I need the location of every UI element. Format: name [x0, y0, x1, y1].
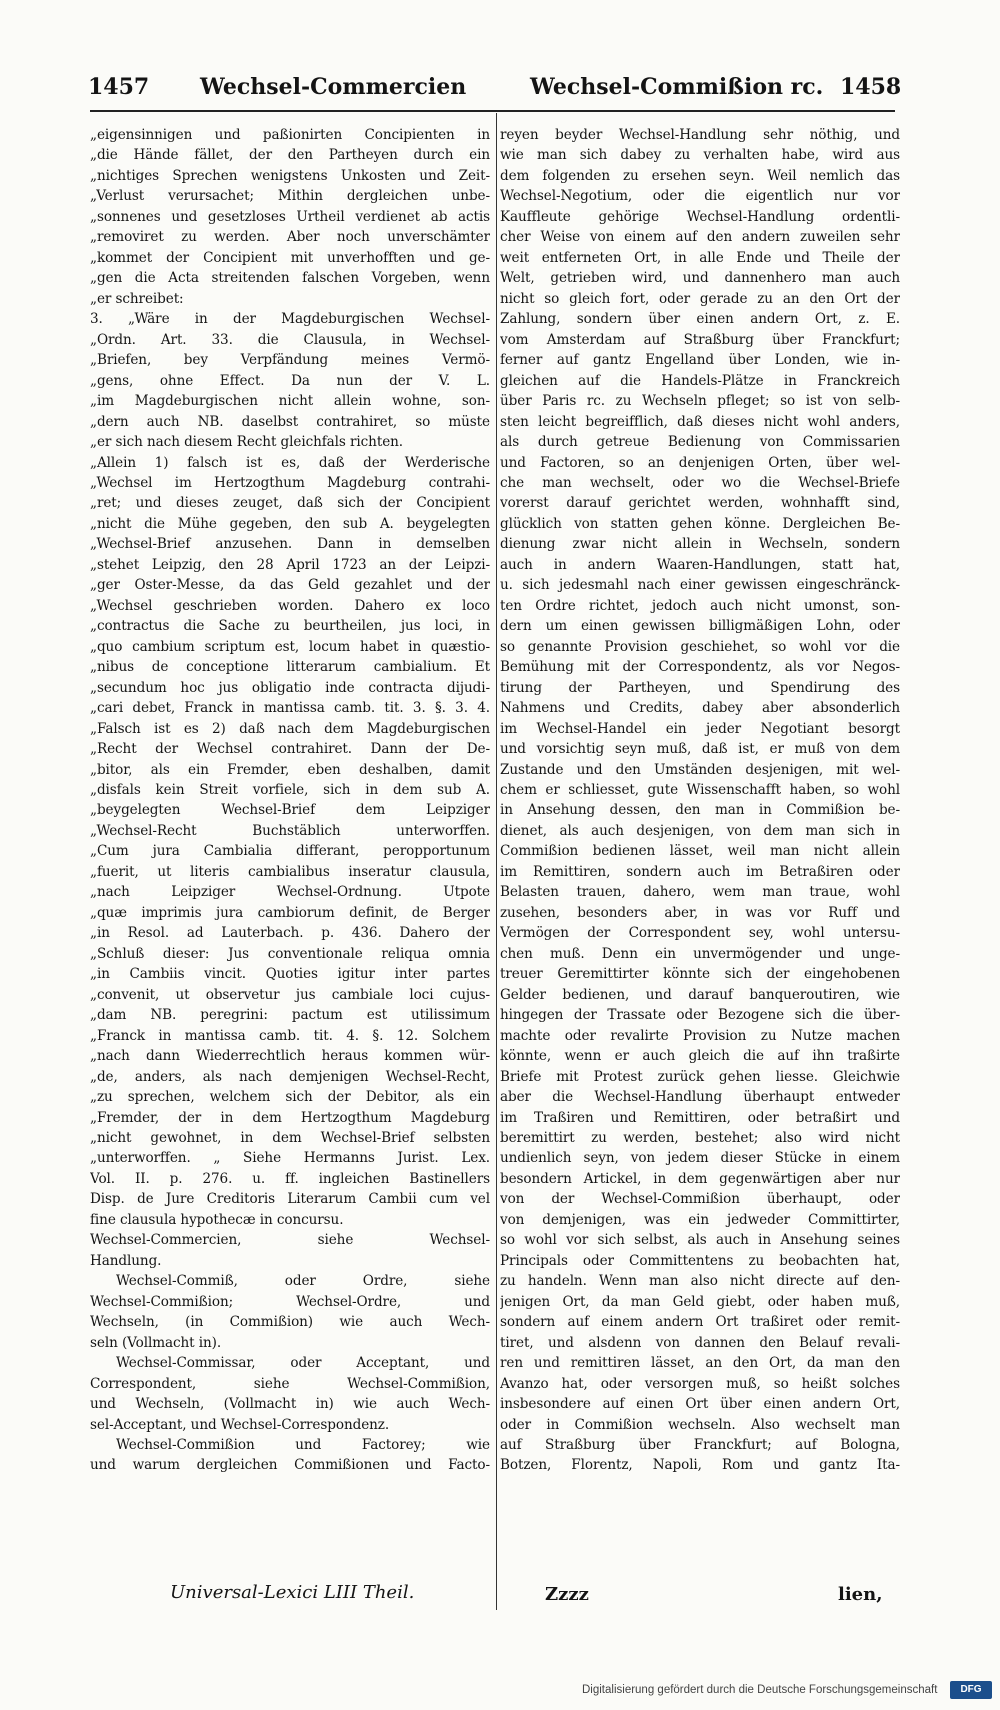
text-line: „in Cambiis vincit. Quoties igitur inter partes — [90, 966, 490, 983]
text-line: Zustande und den Umständen desjenigen, mit wel- — [500, 761, 900, 778]
signature-left: Universal-Lexici LIII Theil. — [170, 1582, 415, 1603]
text-line: „zu sprechen, welchem sich der Debitor, als ein — [90, 1089, 490, 1106]
text-line: glücklich von statten gehen könne. Dergleichen Be- — [500, 515, 900, 532]
text-line: Belasten trauen, dahero, wem man traue, wohl — [500, 884, 900, 901]
text-line: 3. „Wäre in der Magdeburgischen Wechsel- — [90, 311, 490, 328]
text-line: „ret; und dieses zeuget, daß sich der Concipient — [90, 495, 490, 512]
text-line: dern um einen gewissen billigmäßigen Lohn, oder — [500, 618, 900, 635]
text-line: „in Resol. ad Lauterbach. p. 436. Dahero der — [90, 925, 490, 942]
text-line: und Factoren, so an denjenigen Orten, über wel- — [500, 454, 900, 471]
text-line: dienet, als auch desjenigen, von dem man sich in — [500, 822, 900, 839]
text-line: im Traßiren und Remittiren, oder betraßirt und — [500, 1109, 900, 1126]
text-line: „nicht die Mühe gegeben, den sub A. beygelegten — [90, 515, 490, 532]
text-line: und Wechseln, (Vollmacht in) wie auch Wech- — [90, 1396, 490, 1413]
text-line: sel-Acceptant, und Wechsel-Correspondenz. — [90, 1416, 390, 1433]
text-line: nicht so gleich fort, oder gerade zu an den Ort der — [500, 290, 900, 307]
text-line: „disfals kein Streit vorfiele, sich in dem sub A. — [90, 782, 490, 798]
text-line: „contractus die Sache zu beurtheilen, jus loci, in — [90, 618, 490, 635]
text-line: Gelder bedienen, und darauf banqueroutiren, wie — [500, 986, 900, 1003]
text-line: „nibus de conceptione litterarum cambialium. Et — [90, 659, 490, 676]
text-line: aber die Wechsel-Handlung überhaupt entweder — [500, 1089, 900, 1106]
text-line: Wechsel-Commissar, oder Acceptant, und — [116, 1355, 490, 1372]
text-line: „gen die Acta streitenden falschen Vorgeben, wenn — [90, 270, 490, 287]
text-line: treuer Geremittirter könnte sich der eingehobenen — [500, 966, 900, 983]
text-line: Wechsel-Commercien, siehe Wechsel- — [90, 1232, 490, 1249]
text-line: ten Ordre richtet, jedoch auch nicht umonst, son- — [500, 597, 900, 614]
text-line: cher Weise von einem auf den andern zuweilen sehr — [500, 229, 900, 246]
text-line: „stehet Leipzig, den 28 April 1723 an der Leipzi- — [90, 556, 490, 573]
text-line: „nichtiges Sprechen wenigstens Unkosten und Zeit- — [90, 167, 490, 184]
text-line: Nahmens und Credits, dabey aber absonderlich — [500, 700, 900, 717]
text-line: Wechsel-Negotium, oder die eigentlich nur vor — [500, 188, 900, 205]
text-line: reyen beyder Wechsel-Handlung sehr nöthig, und — [500, 127, 900, 143]
text-line: auch in andern Waaren-Handlungen, statt hat, — [500, 556, 900, 573]
text-line: „Franck in mantissa camb. tit. 4. §. 12. Solchem — [90, 1027, 490, 1044]
text-line: dienung zwar nicht allein in Wechseln, sondern — [500, 536, 900, 553]
text-line: Bemühung mit der Correspondentz, als vor Negos- — [500, 659, 900, 676]
text-line: „dam NB. peregrini: pactum est utilissimum — [90, 1007, 490, 1024]
text-line: Correspondent, siehe Wechsel-Commißion, — [90, 1375, 490, 1392]
text-line: zu handeln. Wenn man also nicht directe auf den- — [500, 1273, 900, 1290]
text-line: Briefe mit Protest zurück gehen liesse. Gleichwie — [500, 1068, 900, 1085]
text-line: che man wechselt, oder wo die Wechsel-Briefe — [500, 474, 900, 491]
text-line: „kommet der Concipient mit unverhofften und ge- — [90, 249, 490, 266]
text-line: „secundum hoc jus obligatio inde contracta dijudi- — [90, 679, 490, 696]
text-line: besondern Artickel, in dem gegenwärtigen aber nur — [500, 1170, 900, 1187]
text-line: Kauffleute gehörige Wechsel-Handlung ordentli- — [500, 208, 900, 225]
text-line: sten leicht begreifflich, daß dieses nicht wohl anders, — [500, 413, 900, 430]
text-line: „nach dann Wiederrechtlich heraus kommen wür- — [90, 1048, 490, 1065]
left-page-number: 1457 — [88, 74, 150, 100]
text-line: im Remittiren, sondern auch im Betraßiren oder — [500, 863, 900, 880]
text-line: „Briefen, bey Verpfändung meines Vermö- — [90, 352, 490, 369]
text-line: ren und remittiren lässet, an den Ort, da man den — [500, 1355, 900, 1372]
column-divider — [496, 113, 497, 1610]
text-line: „Fremder, der in dem Hertzogthum Magdeburg — [90, 1109, 490, 1126]
text-line: Vermögen der Correspondent sey, wohl untersu- — [500, 925, 900, 942]
text-line: seln (Vollmacht in). — [90, 1334, 222, 1351]
text-line: zusehen, besonders aber, in was vor Ruff und — [500, 904, 900, 921]
text-line: insbesondere auf einen Ort über einen andern Ort, — [500, 1396, 900, 1413]
text-line: und warum dergleichen Commißionen und Facto- — [90, 1457, 490, 1474]
right-column — [500, 125, 900, 1476]
text-line: „Cum jura Cambialia differant, peropportunum — [90, 843, 490, 860]
text-line: „Ordn. Art. 33. die Clausula, in Wechsel- — [90, 331, 490, 348]
text-line: tiret, und alsdenn von dannen den Belauf revali- — [500, 1334, 900, 1351]
text-line: u. sich jedesmahl nach einer gewissen eingeschränck- — [500, 577, 900, 594]
text-line: „sonnenes und gesetzloses Urtheil verdienet ab actis — [90, 208, 490, 225]
text-line: „fuerit, ut literis cambialibus inseratur clausula, — [90, 863, 490, 880]
text-line: über Paris rc. zu Wechseln pfleget; so ist von selb- — [500, 393, 900, 410]
text-line: weit entferneten Ort, in alle Ende und Theile der — [500, 249, 900, 266]
text-line: vom Amsterdam auf Straßburg über Franckfurt; — [500, 331, 900, 348]
text-line: undienlich seyn, von jedem dieser Stücke in einem — [500, 1150, 900, 1167]
text-line: so genannte Provision geschiehet, so wohl vor die — [500, 638, 900, 655]
text-line: „gens, ohne Effect. Da nun der V. L. — [90, 372, 490, 389]
text-line: „nach Leipziger Wechsel-Ordnung. Utpote — [90, 884, 490, 901]
text-line: „Schluß dieser: Jus conventionale reliqua omnia — [90, 945, 490, 962]
text-line: „die Hände fället, der den Partheyen durch ein — [90, 147, 490, 164]
text-line: und vorsichtig seyn muß, daß ist, er muß von dem — [500, 741, 900, 758]
text-line: „dern auch NB. daselbst contrahiret, so müste — [90, 413, 490, 430]
text-line: „Recht der Wechsel contrahiret. Dann der De- — [90, 741, 490, 758]
text-line: beremittirt zu werden, bestehet; also wird nicht — [500, 1129, 900, 1146]
text-line: auf Straßburg über Franckfurt; auf Bologna, — [500, 1437, 900, 1453]
text-line: gleichen auf die Handels-Plätze in Franckreich — [500, 372, 900, 389]
text-line: chem er schliesset, gute Wissenschafft haben, so wohl — [500, 782, 900, 798]
text-line: Avanzo hat, oder versorgen muß, so heißt solches — [500, 1375, 900, 1392]
text-line: so wohl vor sich selbst, als auch in Ansehung seines — [500, 1232, 900, 1249]
text-line: oder in Commißion wechseln. Also wechselt man — [500, 1416, 900, 1433]
text-line: Principals oder Committentens zu beobachten hat, — [500, 1252, 900, 1269]
text-line: von demjenigen, was ein jedweder Committirter, — [500, 1211, 900, 1228]
text-line: hingegen der Trassate oder Bezogene sich die über- — [500, 1007, 900, 1024]
text-line: Disp. de Jure Creditoris Literarum Cambii cum vel — [90, 1191, 490, 1208]
text-line: „ger Oster-Messe, da das Geld gezahlet und der — [90, 577, 490, 594]
signature-mark: Zzzz — [545, 1584, 589, 1605]
text-line: „de, anders, als nach demjenigen Wechsel-Recht, — [90, 1068, 490, 1085]
text-line: Wechsel-Commißion; Wechsel-Ordre, und — [90, 1293, 490, 1310]
text-line: „Wechsel im Hertzogthum Magdeburg contrahi- — [90, 474, 490, 491]
right-running-title: Wechsel-Commißion rc. — [530, 74, 824, 100]
text-line: „er schreibet: — [90, 290, 184, 307]
left-running-title: Wechsel-Commercien — [200, 74, 467, 100]
text-line: Commißion bedienen lässet, weil man nicht allein — [500, 843, 900, 860]
text-line: Vol. II. p. 276. u. ff. ingleichen Bastinellers — [90, 1170, 490, 1187]
text-line: in Ansehung dessen, den man in Commißion be- — [500, 802, 900, 819]
text-line: „unterworffen. „ Siehe Hermanns Jurist. Lex. — [90, 1150, 490, 1167]
text-line: tirung der Partheyen, und Spendirung des — [500, 679, 900, 696]
text-line: „quo cambium scriptum est, locum habet in quæstio- — [90, 638, 490, 655]
text-line: Wechsel-Commiß, oder Ordre, siehe — [116, 1273, 490, 1290]
text-line: Zahlung, sondern über einen andern Ort, z. E. — [500, 311, 900, 328]
text-line: „cari debet, Franck in mantissa camb. tit. 3. §. 3. 4. — [90, 700, 490, 717]
text-line: fine clausula hypothecæ in concursu. — [90, 1211, 344, 1228]
text-line: „Falsch ist es 2) daß nach dem Magdeburgischen — [90, 720, 490, 737]
text-line: vorerst darauf gerichtet werden, wohnhafft sind, — [500, 495, 900, 512]
digitization-note: Digitalisierung gefördert durch die Deutsche Forschungsgemeinschaft — [582, 1684, 938, 1696]
text-line: „Wechsel geschrieben worden. Dahero ex loco — [90, 597, 490, 614]
text-line: „Allein 1) falsch ist es, daß der Werderische — [90, 454, 490, 471]
text-line: „quæ imprimis jura cambiorum definit, de Berger — [90, 904, 490, 921]
left-column — [90, 125, 490, 1476]
dfg-logo: DFG — [950, 1681, 992, 1699]
text-line: könnte, wenn er auch gleich die auf ihn traßirte — [500, 1048, 900, 1065]
text-line: jenigen Ort, da man Geld giebt, oder haben muß, — [500, 1293, 900, 1310]
catchword: lien, — [838, 1584, 883, 1605]
text-line: als durch getreue Bedienung von Commissarien — [500, 434, 900, 451]
header-rule — [90, 110, 895, 112]
text-line: von der Wechsel-Commißion überhaupt, oder — [500, 1191, 900, 1208]
text-line: Wechseln, (in Commißion) wie auch Wech- — [90, 1314, 490, 1331]
text-line: Handlung. — [90, 1252, 162, 1269]
text-line: Welt, getrieben wird, und dannenhero man auch — [500, 270, 900, 287]
text-line: im Wechsel-Handel ein jeder Negotiant besorgt — [500, 720, 900, 737]
text-line: ferner auf gantz Engelland über Londen, wie in- — [500, 352, 900, 369]
text-line: „im Magdeburgischen nicht allein wohne, son- — [90, 393, 490, 410]
text-line: „removiret zu werden. Aber noch unverschämter — [90, 229, 490, 246]
text-line: „convenit, ut observetur jus cambiale loci cujus- — [90, 986, 490, 1003]
text-line: Wechsel-Commißion und Factorey; wie — [116, 1437, 490, 1453]
text-line: „er sich nach diesem Recht gleichfals richten. — [90, 434, 404, 451]
text-line: wie man sich dabey zu verhalten habe, wird aus — [500, 147, 900, 164]
text-line: chen muß. Denn ein unvermögender und unge- — [500, 945, 900, 962]
text-line: „beygelegten Wechsel-Brief dem Leipziger — [90, 802, 490, 819]
text-line: „Wechsel-Recht Buchstäblich unterworffen. — [90, 822, 490, 839]
text-line: „eigensinnigen und paßionirten Concipienten in — [90, 127, 490, 143]
text-line: Botzen, Florentz, Napoli, Rom und gantz Ita- — [500, 1457, 900, 1474]
text-line: dem folgenden zu ersehen seyn. Weil nemlich das — [500, 167, 900, 184]
text-line: „bitor, als ein Fremder, eben deshalben, damit — [90, 761, 490, 778]
text-line: „Wechsel-Brief anzusehen. Dann in demselben — [90, 536, 490, 553]
text-line: „Verlust verursachet; Mithin dergleichen unbe- — [90, 188, 490, 205]
right-page-number: 1458 — [840, 74, 902, 100]
text-line: „nicht gewohnet, in dem Wechsel-Brief selbsten — [90, 1129, 490, 1146]
text-line: machte oder revalirte Provision zu Nutze machen — [500, 1027, 900, 1044]
text-line: sondern auf einem andern Ort traßiret oder remit- — [500, 1314, 900, 1331]
